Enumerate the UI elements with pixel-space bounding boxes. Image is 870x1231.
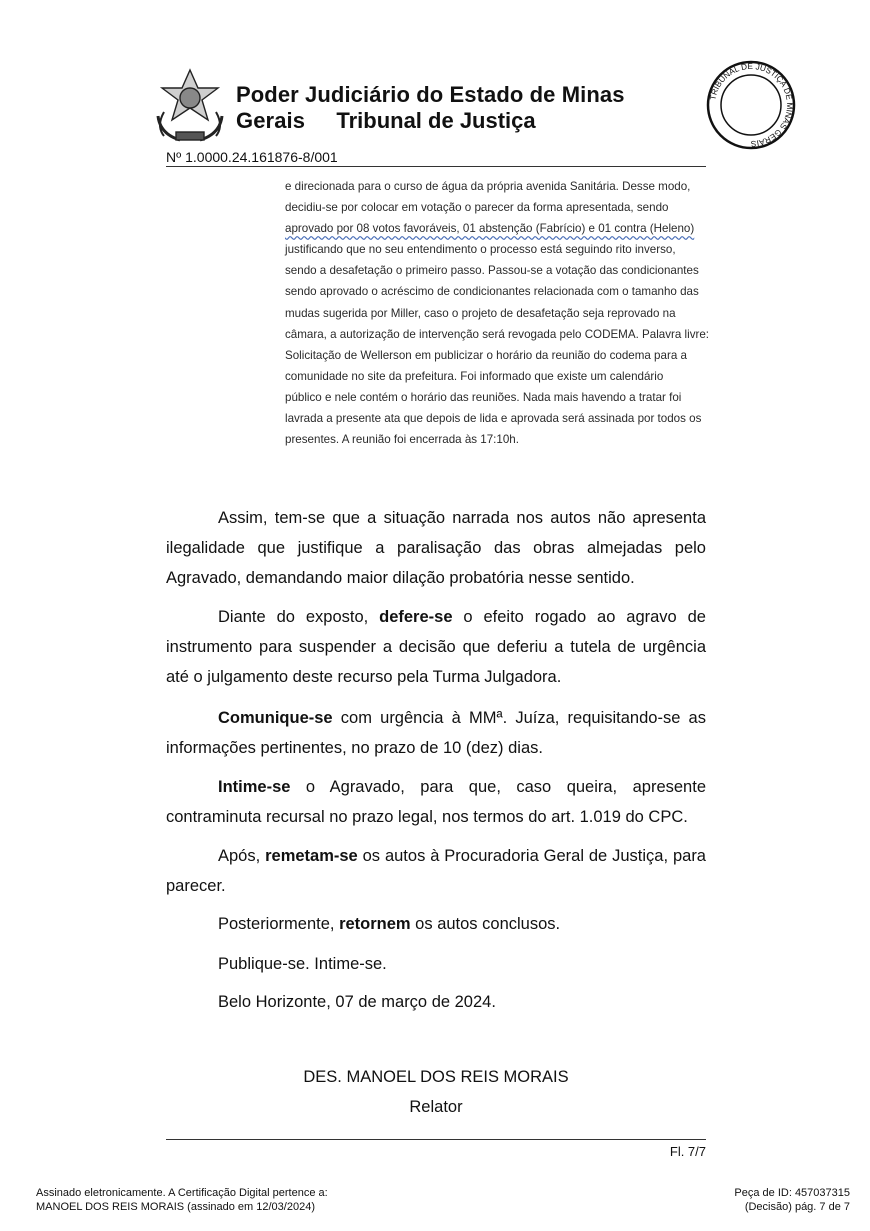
paragraph-decision: Diante do exposto, defere-se o efeito rogado ao agravo de instrumento para suspender a decisão que deferiu a tutela de urgência até o julgamento deste recurso pela Turma Julgadora. bbox=[166, 608, 706, 686]
bold-term: remetam-se bbox=[265, 847, 358, 865]
paragraph-conclusion: Assim, tem-se que a situação narrada nos autos não apresenta ilegalidade que justifique a paralisação das obras almejadas pelo Agravado, demandando maior dilação probatória nesse sentido. bbox=[166, 509, 706, 587]
digital-signature-info bbox=[36, 1186, 328, 1214]
scanned-minutes-excerpt bbox=[285, 176, 710, 478]
place-date: Belo Horizonte, 07 de março de 2024. bbox=[218, 993, 496, 1011]
excerpt-line: comunidade no site da prefeitura. Foi informado que existe um calendário bbox=[285, 369, 664, 383]
excerpt-line: presentes. A reunião foi encerrada às 17:10h. bbox=[285, 433, 519, 447]
paragraph-publish: Publique-se. Intime-se. bbox=[218, 955, 387, 973]
excerpt-line: mudas sugerida por Miller, caso o projeto de desafetação seja reprovado na bbox=[285, 306, 676, 320]
piece-page: (Decisão) pág. 7 de 7 bbox=[744, 1201, 850, 1213]
bold-term: Intime-se bbox=[218, 778, 291, 796]
piece-id: Peça de ID: 457037315 bbox=[734, 1187, 850, 1199]
document-piece-info bbox=[620, 1186, 850, 1214]
bold-term: retornem bbox=[339, 915, 411, 933]
paragraph-communicate: Comunique-se com urgência à MMª. Juíza, requisitando-se as informações pertinentes, no prazo de 10 (dez) dias. bbox=[166, 709, 706, 757]
excerpt-line: sendo aprovado o acréscimo de condicionantes relacionada com o tamanho das bbox=[285, 285, 699, 299]
bold-term: defere-se bbox=[379, 608, 453, 626]
excerpt-line: lavrada a presente ata que depois de lida e aprovada será assinada por todos os bbox=[285, 412, 702, 426]
excerpt-line: sendo a desafetação o primeiro passo. Passou-se a votação das condicionantes bbox=[285, 264, 699, 278]
excerpt-line: Solicitação de Wellerson em publicizar o horário da reunião do codema para a bbox=[285, 348, 687, 362]
signature-signer-line: MANOEL DOS REIS MORAIS (assinado em 12/03/2024) bbox=[36, 1201, 315, 1213]
court-seal-icon bbox=[706, 60, 796, 150]
signer-name: DES. MANOEL DOS REIS MORAIS bbox=[303, 1068, 569, 1086]
coat-of-arms-icon bbox=[150, 66, 230, 146]
court-title: Poder Judiciário do Estado de Minas Gerais bbox=[236, 82, 625, 133]
signer-role: Relator bbox=[409, 1098, 463, 1116]
excerpt-line: público e nele contém o horário das reuniões. Nada mais havendo a tratar foi bbox=[285, 390, 682, 404]
excerpt-line: e direcionada para o curso de água da própria avenida Sanitária. Desse modo, bbox=[285, 180, 691, 193]
excerpt-line: justificando que no seu entendimento o processo está seguindo rito inverso, bbox=[285, 243, 676, 257]
excerpt-line: câmara, a autorização de intervenção será revogada pelo CODEMA. Palavra livre: bbox=[285, 327, 710, 341]
header-divider bbox=[166, 166, 706, 167]
bold-term: Comunique-se bbox=[218, 709, 333, 727]
process-number: Nº 1.0000.24.161876-8/001 bbox=[166, 149, 338, 165]
seal-text: TRIBUNAL DE JUSTIÇA DE MINAS GERAIS bbox=[708, 61, 795, 149]
paragraph-remit: Após, remetam-se os autos à Procuradoria Geral de Justiça, para parecer. bbox=[166, 847, 706, 895]
court-subtitle: Tribunal de Justiça bbox=[336, 108, 536, 133]
folio-number: Fl. 7/7 bbox=[669, 1144, 706, 1159]
paragraph-return: Posteriormente, retornem os autos conclusos. bbox=[218, 915, 561, 933]
footer-divider bbox=[166, 1139, 706, 1140]
paragraph-summon: Intime-se o Agravado, para que, caso queira, apresente contraminuta recursal no prazo legal, nos termos do art. 1.019 do CPC. bbox=[166, 778, 706, 826]
signature-certificate-line: Assinado eletronicamente. A Certificação Digital pertence a: bbox=[36, 1187, 328, 1199]
excerpt-line-highlighted: aprovado por 08 votos favoráveis, 01 abstenção (Fabrício) e 01 contra (Heleno) bbox=[285, 222, 695, 236]
excerpt-line: decidiu-se por colocar em votação o parecer da forma apresentada, sendo bbox=[285, 201, 669, 215]
